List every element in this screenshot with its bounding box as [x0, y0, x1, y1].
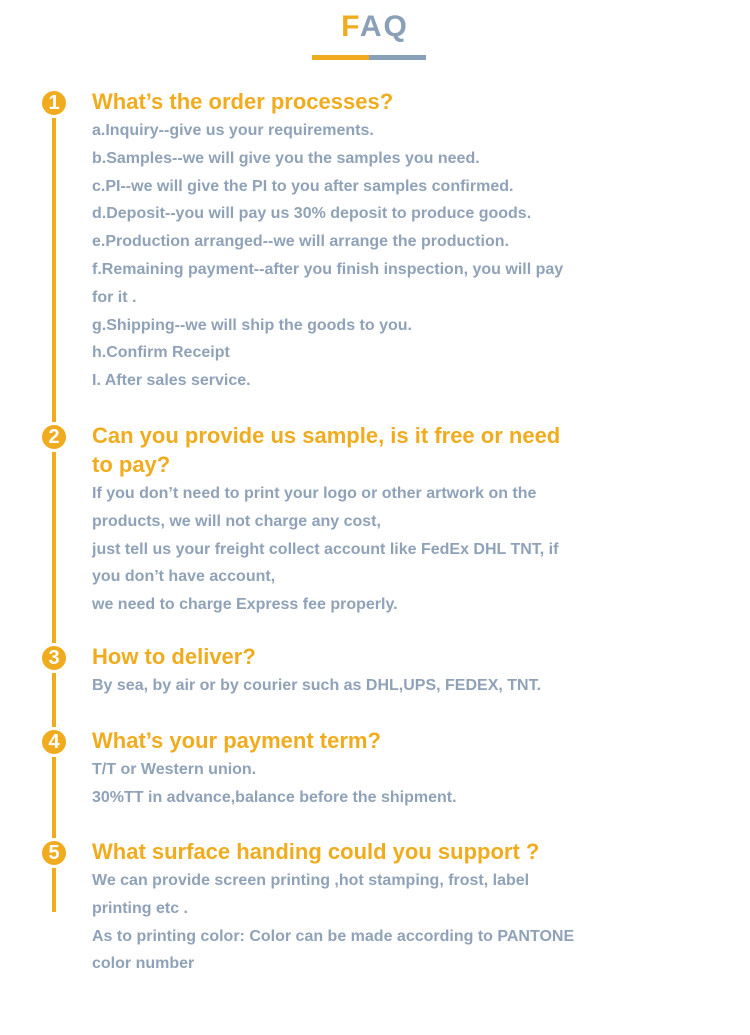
- question-heading-line-1: Can you provide us sample, is it free or need: [92, 423, 561, 448]
- step-marker-5: 5: [39, 838, 69, 868]
- answer-line: As to printing color: Color can be made according to PANTONE: [92, 927, 575, 945]
- question-heading-line-2: to pay?: [92, 452, 171, 477]
- title-underline: [312, 55, 426, 60]
- faq-section-5: [92, 838, 712, 978]
- step-marker-4: 4: [39, 727, 69, 757]
- timeline-bar: [52, 100, 56, 912]
- answer-line: for it .: [92, 288, 137, 306]
- answer-line: By sea, by air or by courier such as DHL,UPS, FEDEX, TNT.: [92, 677, 542, 694]
- faq-section-2: [92, 422, 712, 619]
- faq-section-3: [92, 643, 712, 700]
- answer-line: c.PI--we will give the PI to you after samples confirmed.: [92, 177, 514, 195]
- title-first-letter: F: [341, 10, 360, 43]
- title-rest: AQ: [359, 10, 409, 43]
- answer-line: g.Shipping--we will ship the goods to you.: [92, 316, 412, 334]
- step-marker-1: 1: [39, 88, 69, 118]
- answer-line: e.Production arranged--we will arrange the production.: [92, 233, 509, 251]
- faq-section-4: [92, 727, 712, 812]
- answer-line: d.Deposit--you will pay us 30% deposit to produce goods.: [92, 205, 532, 223]
- answer-line: T/T or Western union.: [92, 761, 257, 778]
- faq-section-1: [92, 88, 712, 395]
- answer-line: f.Remaining payment--after you finish inspection, you will pay: [92, 260, 564, 278]
- answer-line: we need to charge Express fee properly.: [92, 596, 398, 614]
- answer-line: a.Inquiry--give us your requirements.: [92, 122, 374, 139]
- answer-line: We can provide screen printing ,hot stamping, frost, label: [92, 872, 530, 889]
- underline-grey-segment: [369, 55, 426, 60]
- answer-line: color number: [92, 955, 195, 973]
- question-heading: What’s your payment term?: [92, 728, 381, 753]
- page-title: [0, 10, 750, 44]
- step-marker-3: 3: [39, 643, 69, 673]
- answer-line: products, we will not charge any cost,: [92, 512, 381, 530]
- question-heading: What surface handing could you support ?: [92, 839, 540, 864]
- answer-line: If you don’t need to print your logo or other artwork on the: [92, 485, 537, 502]
- question-heading: How to deliver?: [92, 644, 256, 669]
- faq-header: [0, 10, 750, 44]
- step-marker-2: 2: [39, 422, 69, 452]
- answer-line: I. After sales service.: [92, 372, 251, 390]
- question-heading: What’s the order processes?: [92, 89, 394, 114]
- answer-line: you don’t have account,: [92, 568, 276, 586]
- answer-line: 30%TT in advance,balance before the shipment.: [92, 788, 457, 806]
- answer-line: h.Confirm Receipt: [92, 344, 230, 362]
- answer-line: printing etc .: [92, 899, 188, 917]
- underline-accent-segment: [312, 55, 369, 60]
- answer-line: just tell us your freight collect account like FedEx DHL TNT, if: [92, 540, 559, 558]
- answer-line: b.Samples--we will give you the samples you need.: [92, 149, 480, 167]
